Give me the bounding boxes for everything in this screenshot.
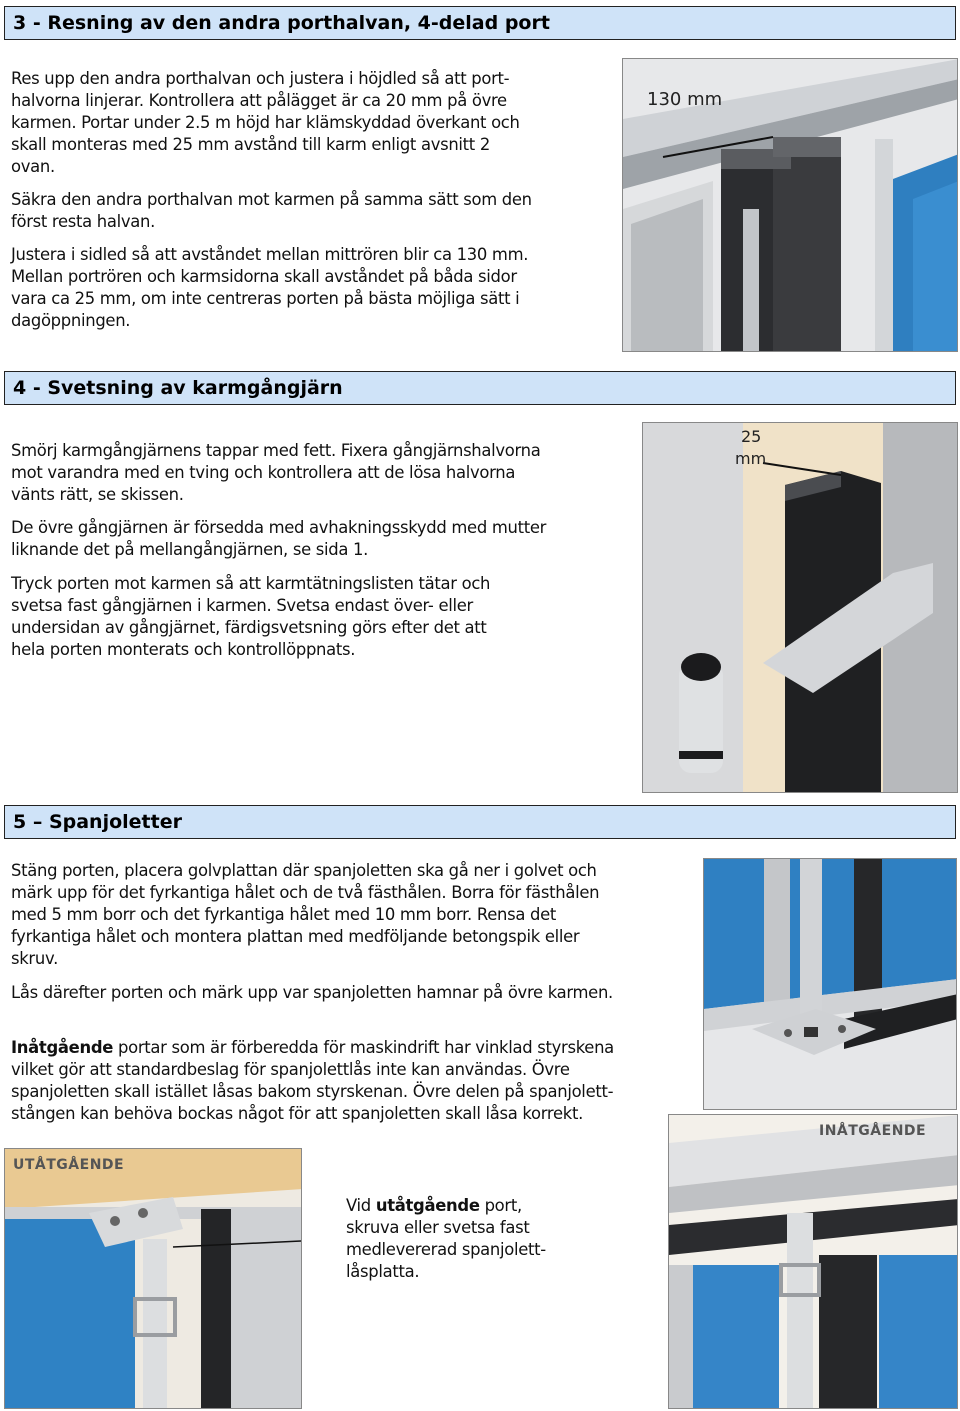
text-span: port,	[479, 1196, 522, 1215]
text-line: ovan.	[11, 157, 55, 176]
section-5-paragraph-1	[11, 860, 701, 970]
section-4-paragraph-2	[11, 517, 621, 561]
text-line: vilket gör att standardbeslag för spanjolettlås inte kan användas. Övre	[11, 1060, 570, 1079]
text-line: Stäng porten, placera golvplattan där spanjoletten ska gå ner i golvet och	[11, 861, 597, 880]
text-line: spanjoletten skall istället låsas bakom styrskenan. Övre delen på spanjolett-	[11, 1082, 614, 1101]
dimension-label: 130 mm	[647, 89, 723, 110]
dimension-label-value: 25	[741, 427, 762, 446]
text-line: Res upp den andra porthalvan och justera i höjdled så att port-	[11, 69, 510, 88]
bold-term: utåtgående	[375, 1196, 480, 1215]
text-span: portar som är förberedda för maskindrift har vinklad styrskena	[113, 1038, 614, 1057]
text-line: halvorna linjerar. Kontrollera att pålägget är ca 20 mm på övre	[11, 91, 507, 110]
text-line: först resta halvan.	[11, 212, 156, 231]
text-line: skall monteras med 25 mm avstånd till karm enligt avsnitt 2	[11, 135, 490, 154]
text-line: låsplatta.	[346, 1262, 420, 1281]
section-4-heading: 4 - Svetsning av karmgångjärn	[4, 371, 956, 405]
text-line: medlevererad spanjolett-	[346, 1240, 546, 1259]
text-line: skruva eller svetsa fast	[346, 1218, 530, 1237]
section-3-paragraph-2	[11, 189, 611, 233]
section-4-paragraph-3	[11, 573, 621, 661]
text-line: svetsa fast gångjärnen i karmen. Svetsa endast över- eller	[11, 596, 473, 615]
text-line: mot varandra med en tving och kontrollera att de lösa halvorna	[11, 463, 516, 482]
inward-tag: INÅTGÅENDE	[819, 1123, 927, 1139]
floor-plate-illustration	[703, 858, 957, 1110]
text-line: Säkra den andra porthalvan mot karmen på samma sätt som den	[11, 190, 532, 209]
dimension-label-unit: mm	[735, 449, 767, 468]
outward-caption	[346, 1195, 636, 1283]
text-line: Smörj karmgångjärnens tappar med fett. Fixera gångjärnshalvorna	[11, 441, 541, 460]
text-line: Tryck porten mot karmen så att karmtätningslisten tätar och	[11, 574, 491, 593]
section-5-heading: 5 – Spanjoletter	[4, 805, 956, 839]
section-4-paragraph-1	[11, 440, 621, 506]
section-3-paragraph-1	[11, 68, 611, 178]
text-line: vänts rätt, se skissen.	[11, 485, 184, 504]
text-line: undersidan av gångjärnet, färdigsvetsning görs efter det att	[11, 618, 487, 637]
text-line: Lås därefter porten och märk upp var spanjoletten hamnar på övre karmen.	[11, 983, 613, 1002]
text-line: De övre gångjärnen är försedda med avhakningsskydd med mutter	[11, 518, 547, 537]
text-line	[346, 1195, 636, 1217]
outward-door-illustration	[4, 1148, 302, 1409]
text-line: dagöppningen.	[11, 311, 131, 330]
text-line	[11, 1037, 701, 1059]
section-5-paragraph-2	[11, 982, 701, 1004]
door-gap-illustration	[622, 58, 958, 352]
section-3-paragraph-3	[11, 244, 611, 332]
text-line: Mellan portrören och karmsidorna skall avståndet på båda sidor	[11, 267, 517, 286]
hinge-illustration	[642, 422, 958, 793]
inward-door-illustration	[668, 1114, 958, 1409]
text-span: Vid	[346, 1196, 376, 1215]
text-line: med 5 mm borr och det fyrkantiga hålet med 10 mm borr. Rensa det	[11, 905, 556, 924]
text-line: karmen. Portar under 2.5 m höjd har klämskyddad överkant och	[11, 113, 520, 132]
outward-tag: UTÅTGÅENDE	[13, 1157, 125, 1173]
text-line: märk upp för det fyrkantiga hålet och de två fästhålen. Borra för fästhålen	[11, 883, 600, 902]
text-line: vara ca 25 mm, om inte centreras porten på bästa möjliga sätt i	[11, 289, 520, 308]
text-line: liknande det på mellangångjärnen, se sida 1.	[11, 540, 369, 559]
section-3-heading: 3 - Resning av den andra porthalvan, 4-delad port	[4, 6, 956, 40]
section-5-paragraph-3	[11, 1037, 701, 1125]
text-line: skruv.	[11, 949, 58, 968]
text-line: hela porten monterats och kontrollöppnats.	[11, 640, 356, 659]
text-line: fyrkantiga hålet och montera plattan med medföljande betongspik eller	[11, 927, 580, 946]
bold-term: Inåtgående	[11, 1038, 114, 1057]
text-line: stången kan behöva bockas något för att spanjoletten skall låsa korrekt.	[11, 1104, 583, 1123]
text-line: Justera i sidled så att avståndet mellan mittrören blir ca 130 mm.	[11, 245, 529, 264]
